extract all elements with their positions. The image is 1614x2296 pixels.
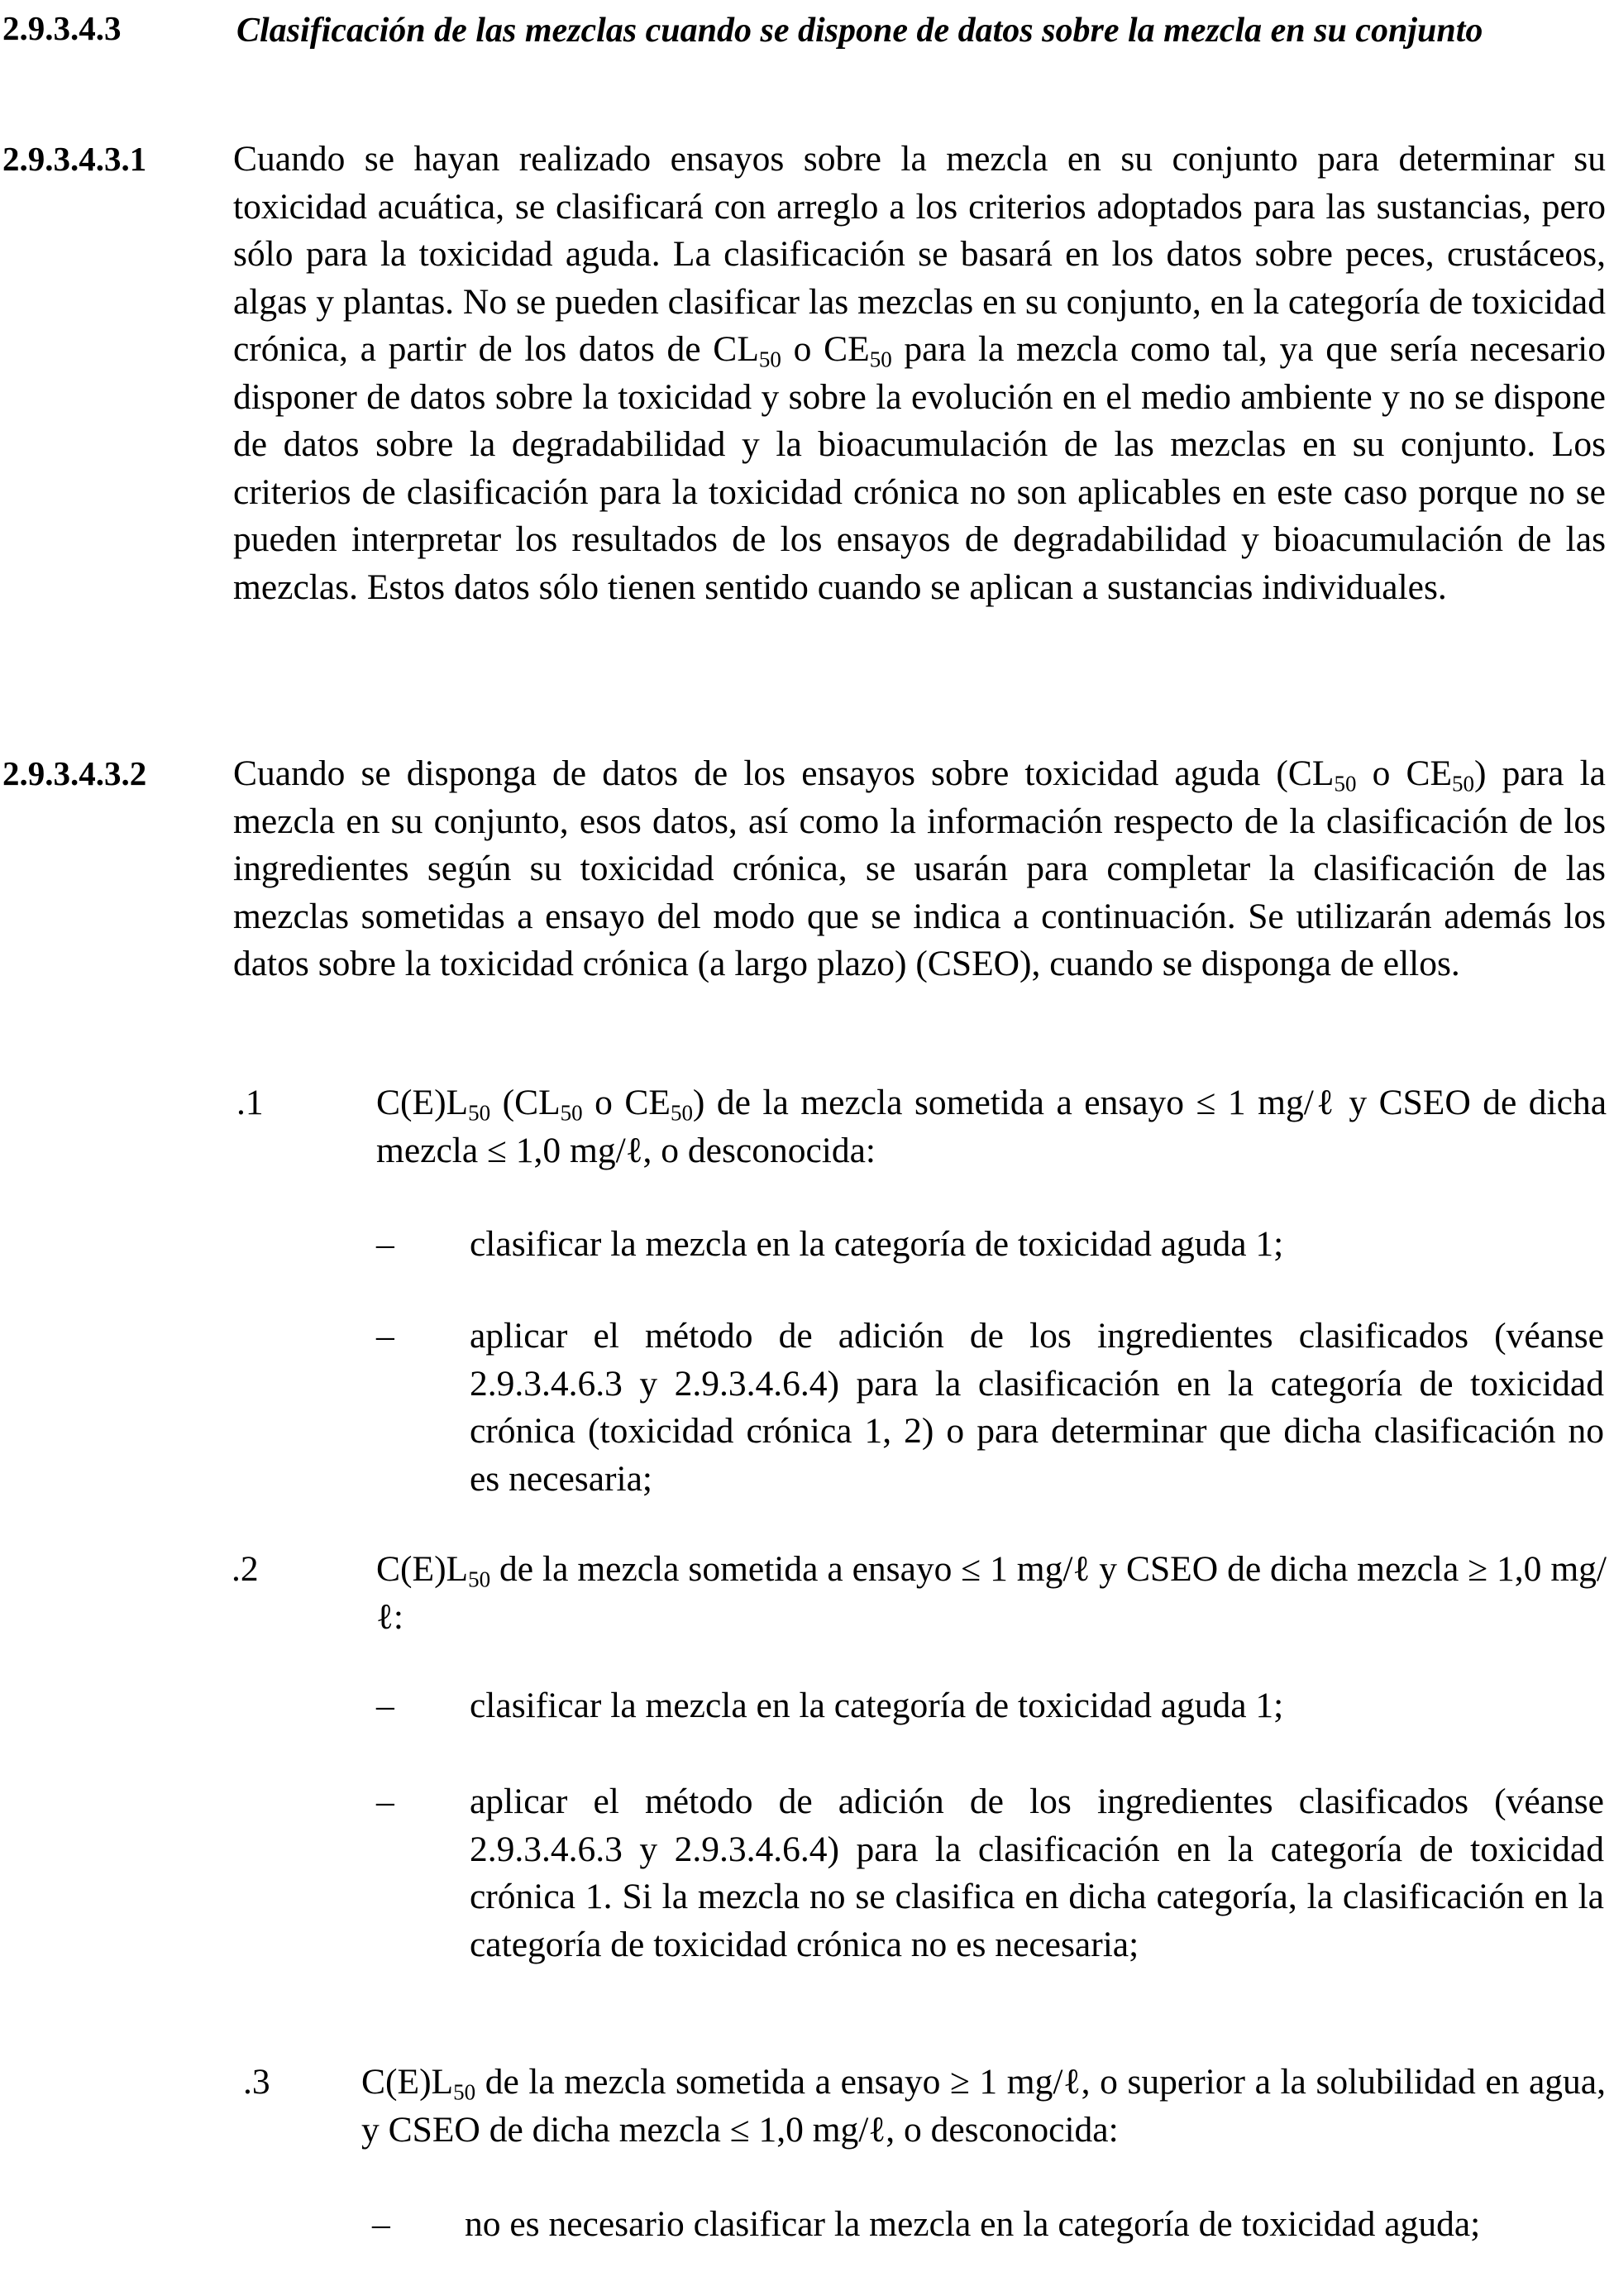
- section-title: Clasificación de las mezclas cuando se dispone de datos sobre la mezcla en su conjunto: [236, 12, 1483, 50]
- item-number: .3: [243, 2062, 270, 2102]
- item-text: $C(E)L_{50}$ de la mezcla sometida a ensayo ≤ 1 mg/ℓ y CSEO de dicha mezcla ≥ 1,0 mg/ℓ:: [376, 1549, 1607, 1637]
- bullet-text: aplicar el método de adición de los ingredientes clasificados (véanse 2.9.3.4.6.3 y 2.9.3.4.6.4) para la clasificación en la categoría de toxicidad crónica (toxicidad crónica 1, 2) o para determinar que dicha clasificación no es necesaria;: [470, 1316, 1604, 1499]
- bullet-dash: –: [372, 2204, 390, 2244]
- paragraph-text: Cuando se hayan realizado ensayos sobre la mezcla en su conjunto para determinar su toxicidad acuática, se clasificará con arreglo a los criterios adoptados para las sustancias, pero sólo para la toxicidad aguda. La clasificación se basará en los datos sobre peces, crustáceos, algas y plantas. No se pueden clasificar las mezclas en su conjunto, en la categoría de toxicidad crónica, a partir de los datos de $CL_{50}$ o $CE_{50}$ para la mezcla como tal, ya que sería necesario disponer de datos sobre la toxicidad y sobre la evolución en el medio ambiente y no se dispone de datos sobre la degradabilidad y la bioacumulación de las mezclas en su conjunto. Los criterios de clasificación para la toxicidad crónica no son aplicables en este caso porque no se pueden interpretar los resultados de los ensayos de degradabilidad y bioacumulación de las mezclas. Estos datos sólo tienen sentido cuando se aplican a sustancias individuales.: [233, 139, 1606, 607]
- bullet-dash: –: [376, 1782, 394, 1821]
- bullet-dash: –: [376, 1316, 394, 1356]
- bullet-dash: –: [376, 1224, 394, 1264]
- bullet-text: aplicar el método de adición de los ingredientes clasificados (véanse 2.9.3.4.6.3 y 2.9.3.4.6.4) para la clasificación en la categoría de toxicidad crónica 1. Si la mezcla no se clasifica en dicha categoría, la clasificación en la categoría de toxicidad crónica no es necesaria;: [470, 1782, 1604, 1964]
- paragraph-number: 2.9.3.4.3.2: [2, 754, 147, 792]
- bullet-text: no es necesario clasificar la mezcla en la categoría de toxicidad aguda;: [465, 2204, 1481, 2244]
- bullet-dash: –: [376, 1686, 394, 1725]
- bullet-text: clasificar la mezcla en la categoría de toxicidad aguda 1;: [470, 1686, 1284, 1725]
- item-text: $C(E)L_{50}$ ($CL_{50}$ o $CE_{50}$) de la mezcla sometida a ensayo ≤ 1 mg/ℓ y CSEO de dicha mezcla ≤ 1,0 mg/ℓ, o desconocida:: [376, 1083, 1607, 1170]
- paragraph-text: Cuando se disponga de datos de los ensayos sobre toxicidad aguda ($CL_{50}$ o $CE_{50}$) para la mezcla en su conjunto, esos datos, así como la información respecto de la clasificación de los ingredientes según su toxicidad crónica, se usarán para completar la clasificación de las mezclas sometidas a ensayo del modo que se indica a continuación. Se utilizarán además los datos sobre la toxicidad crónica (a largo plazo) (CSEO), cuando se disponga de ellos.: [233, 753, 1606, 983]
- section-number: 2.9.3.4.3: [2, 9, 122, 47]
- bullet-text: clasificar la mezcla en la categoría de toxicidad aguda 1;: [470, 1224, 1284, 1264]
- item-text: $C(E)L_{50}$ de la mezcla sometida a ensayo ≥ 1 mg/ℓ, o superior a la solubilidad en agua, y CSEO de dicha mezcla ≤ 1,0 mg/ℓ, o desconocida:: [361, 2062, 1606, 2150]
- item-number: .2: [232, 1549, 259, 1589]
- item-number: .1: [236, 1083, 264, 1122]
- paragraph-number: 2.9.3.4.3.1: [2, 140, 147, 178]
